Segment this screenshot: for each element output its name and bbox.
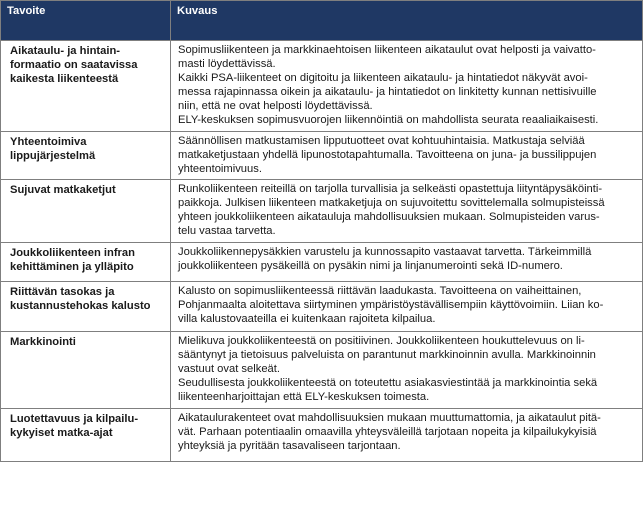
table-row: [1, 243, 643, 282]
description-line: Mielikuva joukkoliikenteestä on positiivinen. Joukkoliikenteen houkuttelevuus on li-: [178, 335, 585, 347]
description-line: Runkoliikenteen reiteillä on tarjolla turvallisia ja selkeästi opastettuja liityntäpysäköinti-: [178, 183, 603, 195]
goal-line: formaatio on saatavissa: [10, 59, 138, 71]
description-line: paikkoja. Julkisen liikenteen matkaketjuja on sujuvoitettu sovittelemalla solmupisteissä: [178, 197, 605, 209]
description-cell: [171, 332, 643, 409]
description-cell: [171, 409, 643, 462]
description-line: yhteentoimivuus.: [178, 163, 262, 175]
description-cell: [171, 132, 643, 180]
description-line: joukkoliikenteen pysäkeillä on pysäkin nimi ja linjanumerointi sekä ID-numero.: [178, 260, 563, 272]
goal-line: Yhteentoimiva: [10, 136, 87, 148]
description-line: Kaikki PSA-liikenteet on digitoitu ja liikenteen aikataulu- ja hintatiedot näkyvät avoi-: [178, 72, 588, 84]
table-header-row: [1, 1, 643, 41]
goal-cell: [1, 243, 171, 282]
description-line: Aikataulurakenteet ovat mahdollisuuksien mukaan muuttumattomia, ja aikataulut pitä-: [178, 412, 601, 424]
header-description: Kuvaus: [171, 1, 643, 41]
table-row: [1, 409, 643, 462]
description-line: Joukkoliikennepysäkkien varustelu ja kunnossapito vastaavat tarvetta. Tärkeimmillä: [178, 246, 592, 258]
description-line: Kalusto on sopimusliikenteessä riittävän laadukasta. Tavoitteena on vaiheittainen,: [178, 285, 582, 297]
goal-line: Sujuvat matkaketjut: [10, 184, 116, 196]
description-line: Säännöllisen matkustamisen lipputuotteet ovat kohtuuhintaisia. Matkustaja selviää: [178, 135, 585, 147]
description-line: telu vastaa tarvetta.: [178, 225, 276, 237]
description-line: vastuut ovat selkeät.: [178, 363, 280, 375]
description-cell: [171, 243, 643, 282]
table-row: [1, 41, 643, 132]
goal-line: kehittäminen ja ylläpito: [10, 261, 134, 273]
description-line: messa rajapinnassa oikein ja aikataulu- ja hintatiedot on linkitetty kunnan nettisivuille: [178, 86, 597, 98]
description-line: Pohjanmaalta aloitettava siirtyminen ympäristöystävällisempiin käyttövoimiin. Liian ko-: [178, 299, 604, 311]
description-line: Sopimusliikenteen ja markkinaehtoisen liikenteen aikataulut ovat helposti ja vaivatto-: [178, 44, 596, 56]
goal-cell: [1, 282, 171, 332]
goal-line: Markkinointi: [10, 336, 76, 348]
goal-cell: [1, 41, 171, 132]
goal-line: lippujärjestelmä: [10, 150, 96, 162]
goal-cell: [1, 409, 171, 462]
description-line: Seudullisesta joukkoliikenteestä on toteutettu asiakasviestintää ja markkinointia sekä: [178, 377, 598, 389]
goal-cell: [1, 180, 171, 243]
description-line: matkaketjustaan yhdellä lipunostotapahtumalla. Tavoitteena on juna- ja bussilippujen: [178, 149, 597, 161]
description-line: vät. Parhaan potentiaalin omaavilla yhteysväleillä tarjotaan nopeita ja kilpailukykyisiä: [178, 426, 597, 438]
goal-line: Joukkoliikenteen infran: [10, 247, 135, 259]
goal-line: kaikesta liikenteestä: [10, 73, 119, 85]
description-line: yhteen joukkoliikenteen aikatauluja mahdollisuuksien mukaan. Solmupisteiden varus-: [178, 211, 600, 223]
description-line: niin, että ne ovat helposti löydettävissä.: [178, 100, 373, 112]
table-row: [1, 132, 643, 180]
goal-line: Luotettavuus ja kilpailu-: [10, 413, 139, 425]
table-row: [1, 332, 643, 409]
description-line: yhteyksiä ja pyritään tasavaliseen tarjontaan.: [178, 440, 401, 452]
description-line: sääntynyt ja tietoisuus palveluista on parantunut markkinoinnin avulla. Markkinoinnin: [178, 349, 596, 361]
description-line: masti löydettävissä.: [178, 58, 276, 70]
table-row: [1, 282, 643, 332]
goal-line: Aikataulu- ja hintain-: [10, 45, 121, 57]
description-cell: [171, 282, 643, 332]
goal-line: kustannustehokas kalusto: [10, 300, 151, 312]
goal-cell: [1, 332, 171, 409]
goal-line: Riittävän tasokas ja: [10, 286, 115, 298]
description-line: liikenteenharjoittajan että ELY-keskuksen toimesta.: [178, 391, 430, 403]
description-cell: [171, 180, 643, 243]
description-cell: [171, 41, 643, 132]
header-goal: Tavoite: [1, 1, 171, 41]
goal-line: kykyiset matka-ajat: [10, 427, 113, 439]
table-row: [1, 180, 643, 243]
description-line: ELY-keskuksen sopimusvuorojen liikennöintiä on mahdollista seurata reaaliaikaisesti.: [178, 114, 599, 126]
description-line: villa kalustovaateilla ei kuitenkaan rajoiteta kilpailua.: [178, 313, 436, 325]
goal-cell: [1, 132, 171, 180]
